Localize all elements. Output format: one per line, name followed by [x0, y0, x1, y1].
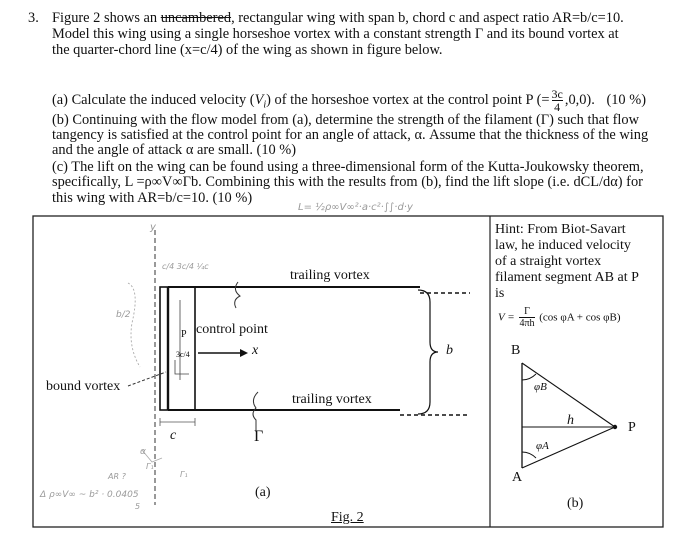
h-label: h [567, 413, 574, 428]
angle-arc-A [522, 452, 536, 458]
part-a-points: (10 %) [606, 91, 646, 108]
point-A-label: A [512, 470, 523, 485]
span-b-label: b [446, 343, 453, 358]
trailing-vortex-bottom-label: trailing vortex [292, 392, 372, 407]
handwritten-bottom-5: Δ ρ∞V∞ ~ b² · 0.0405 [40, 490, 139, 500]
handwritten-lift-note: L= ½ρ∞V∞²·a·c²·∫∫·d·y [298, 202, 413, 213]
hint-line-4: filament segment AB at P [495, 270, 639, 285]
x-axis-label: x [252, 343, 259, 358]
uncambered-word: uncambered [160, 10, 232, 26]
intro-line-1: Figure 2 shows an uncambered, rectangular wing with span b, chord c and aspect ratio AR=b/c=10. [52, 10, 624, 26]
part-a: (a) Calculate the induced velocity $(V_i)$ of the horseshoe vortex at the control point P (= $\frac{3c}{4}$ ,0,0). (10 %) [52, 87, 646, 114]
hint-line-1: Hint: From Biot-Savart [495, 222, 626, 237]
hint-line-5: is [495, 286, 505, 301]
frac-3c-4: $\frac{3c}{4}$ [551, 87, 563, 114]
phi-B-label: φB [534, 381, 547, 393]
x-axis-arrowhead [240, 349, 248, 357]
figure-b-label: (b) [567, 496, 584, 511]
point-P-hint-label: P [628, 420, 636, 435]
span-brace [418, 290, 438, 414]
handwritten-bottom-3: Γ₁ [146, 462, 154, 471]
intro-line-2: Model this wing using a single horseshoe vortex with a constant strength Γ and its bound vortex at [52, 26, 619, 42]
circulation-arrow-bottom [253, 392, 258, 432]
control-point-label: control point [196, 322, 268, 337]
trailing-vortex-top-label: trailing vortex [290, 268, 370, 283]
gamma-label: Γ [254, 428, 264, 445]
formula-fraction: $\frac{\Gamma}{4\pi h}$ [519, 306, 535, 329]
chord-c-label: c [170, 428, 177, 443]
wing-rectangle [160, 287, 195, 410]
handwritten-top-note: c/4 3c/4 ¼c [162, 262, 209, 271]
figure-caption: Fig. 2 [331, 510, 364, 525]
biot-savart-formula: V = $\frac{\Gamma}{4\pi h}$ (cos φA + cos φB) [498, 306, 621, 329]
problem-number: 3. [28, 10, 39, 26]
handwritten-bottom-2: AR ? [108, 472, 126, 481]
part-c-line-1: (c) The lift on the wing can be found using a three-dimensional form of the Kutta-Joukowsky theorem, [52, 159, 644, 175]
handwritten-bottom-1: α [140, 447, 146, 457]
hint-line-2: law, he induced velocity [495, 238, 631, 253]
three-quarter-chord-arrow [175, 360, 189, 374]
intro-line-3: the quarter-chord line (x=c/4) of the wing as shown in figure below. [52, 42, 443, 58]
handwritten-side-note: b/2 [116, 310, 131, 320]
point-P-label: P [181, 329, 187, 340]
angle-arc-B [522, 374, 536, 380]
handwritten-bottom-6: 5 [135, 502, 141, 511]
part-b-line-1: (b) Continuing with the flow model from (a), determine the strength of the filament (Γ) such that flow [52, 112, 639, 128]
circulation-arrow-top [235, 282, 240, 308]
part-c-line-2: specifically, L =ρ∞V∞Γb. Combining this with the results from (b), find the lift slope (i.e. dCL/dα) for [52, 174, 643, 190]
part-b-line-3: and the angle of attack α are small. (10 %) [52, 142, 297, 158]
part-c-line-3: this wing with AR=b/c=10. (10 %) [52, 190, 253, 206]
handwritten-bottom-4: Γ₁ [180, 470, 188, 479]
handwritten-y-axis: y [150, 222, 156, 233]
point-B-label: B [511, 343, 521, 358]
point-P-dot [613, 425, 617, 429]
handwritten-scribble [128, 283, 140, 367]
bound-vortex-label: bound vortex [46, 379, 121, 394]
phi-A-label: φA [536, 440, 549, 452]
three-c-over-4-label: 3c/4 [176, 350, 190, 359]
figure-a-label: (a) [255, 485, 271, 500]
part-b-line-2: tangency is satisfied at the control point for an angle of attack, α. Assume that the thickness of the wing [52, 127, 649, 143]
hint-line-3: of a straight vortex [495, 254, 602, 269]
